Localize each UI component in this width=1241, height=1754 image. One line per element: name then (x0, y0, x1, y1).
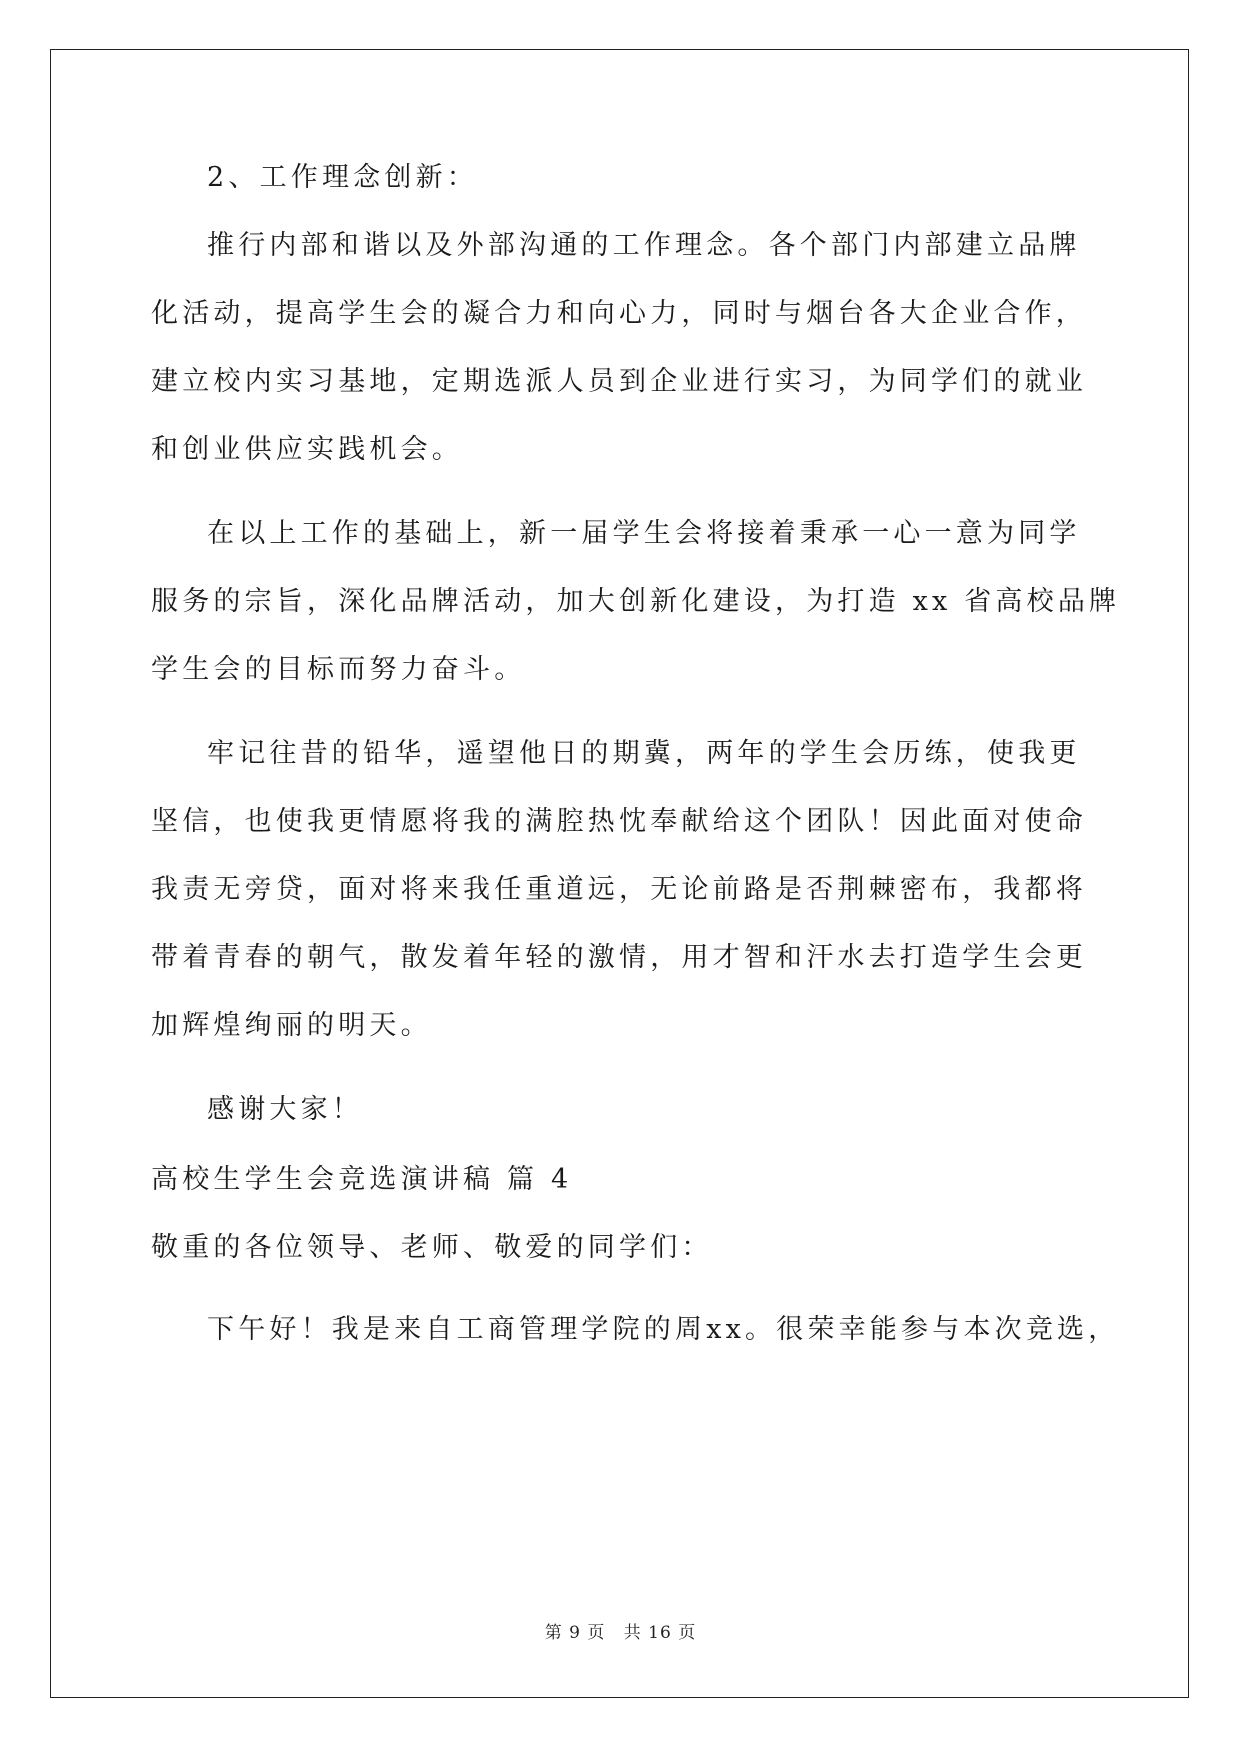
paragraph-line: 在以上工作的基础上，新一届学生会将接着秉承一心一意为同学 (207, 518, 1081, 549)
salutation: 敬重的各位领导、老师、敬爱的同学们： (151, 1232, 713, 1263)
paragraph-line: 加辉煌绚丽的明天。 (151, 1010, 432, 1041)
section-heading: 高校生学生会竞选演讲稿 篇 4 (151, 1164, 573, 1195)
paragraph-line: 带着青春的朝气，散发着年轻的激情，用才智和汗水去打造学生会更 (151, 942, 1087, 973)
paragraph-line: 建立校内实习基地，定期选派人员到企业进行实习，为同学们的就业 (151, 366, 1087, 397)
paragraph-line: 服务的宗旨，深化品牌活动，加大创新化建设，为打造 xx 省高校品牌 (151, 586, 1121, 617)
paragraph-line: 推行内部和谐以及外部沟通的工作理念。各个部门内部建立品牌 (207, 230, 1081, 261)
page-number: 第 9 页 (544, 1623, 606, 1643)
paragraph-line: 学生会的目标而努力奋斗。 (151, 654, 526, 685)
paragraph-line: 化活动，提高学生会的凝合力和向心力，同时与烟台各大企业合作， (151, 298, 1087, 329)
paragraph-line: 2、工作理念创新： (207, 162, 478, 193)
paragraph-line: 下午好！我是来自工商管理学院的周xx。很荣幸能参与本次竞选， (207, 1314, 1120, 1345)
page-footer (0, 1618, 1241, 1643)
paragraph-line: 和创业供应实践机会。 (151, 434, 463, 465)
page-total: 共 16 页 (623, 1623, 697, 1643)
paragraph-line: 牢记往昔的铅华，遥望他日的期冀，两年的学生会历练，使我更 (207, 738, 1081, 769)
paragraph-line: 我责无旁贷，面对将来我任重道远，无论前路是否荆棘密布，我都将 (151, 874, 1087, 905)
paragraph-line: 感谢大家！ (207, 1094, 363, 1125)
paragraph-line: 坚信，也使我更情愿将我的满腔热忱奉献给这个团队！因此面对使命 (151, 806, 1087, 837)
